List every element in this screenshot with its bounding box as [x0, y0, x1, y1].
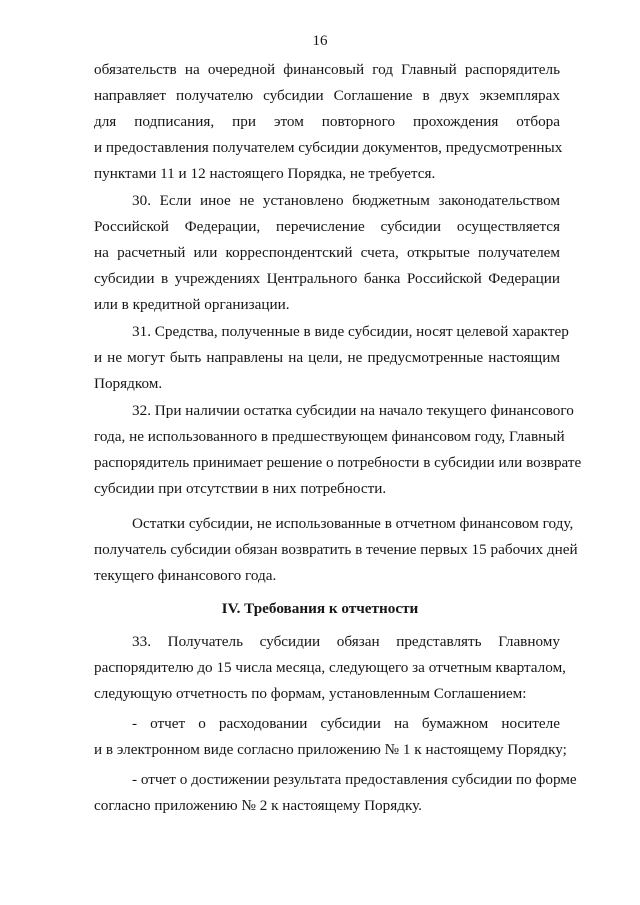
- text-line: - отчет о достижении результата предоставления субсидии по форме: [132, 771, 577, 788]
- text-line: и в электронном виде согласно приложению № 1 к настоящему Порядку;: [94, 741, 567, 758]
- section-heading: IV. Требования к отчетности: [221, 600, 419, 617]
- text-line: 33. Получатель субсидии обязан представлять Главному: [132, 633, 560, 650]
- text-line: субсидии в учреждениях Центрального банка Российской Федерации: [94, 270, 560, 287]
- text-line: Российской Федерации, перечисление субсидии осуществляется: [94, 218, 560, 235]
- text-line: распорядитель принимает решение о потребности в субсидии или возврате: [94, 454, 582, 471]
- text-line: 31. Средства, полученные в виде субсидии, носят целевой характер: [132, 323, 569, 340]
- text-line: обязательств на очередной финансовый год Главный распорядитель: [94, 61, 560, 78]
- text-line: субсидии при отсутствии в них потребности.: [94, 480, 387, 497]
- text-line: согласно приложению № 2 к настоящему Порядку.: [94, 797, 422, 814]
- text-line: пунктами 11 и 12 настоящего Порядка, не требуется.: [94, 165, 436, 182]
- text-line: следующую отчетность по формам, установленным Соглашением:: [94, 685, 527, 702]
- text-line: для подписания, при этом повторного прохождения отбора: [94, 113, 560, 130]
- text-line: Остатки субсидии, не использованные в отчетном финансовом году,: [132, 515, 574, 532]
- text-line: или в кредитной организации.: [94, 296, 290, 313]
- page-number: 16: [312, 33, 328, 49]
- text-line: года, не использованного в предшествующем финансовом году, Главный: [94, 428, 565, 445]
- text-line: и предоставления получателем субсидии документов, предусмотренных: [94, 139, 563, 156]
- text-line: направляет получателю субсидии Соглашение в двух экземплярах: [94, 87, 560, 104]
- text-line: распорядителю до 15 числа месяца, следующего за отчетным кварталом,: [94, 659, 566, 676]
- text-line: получатель субсидии обязан возвратить в течение первых 15 рабочих дней: [94, 541, 578, 558]
- text-line: и не могут быть направлены на цели, не предусмотренные настоящим: [94, 349, 560, 366]
- text-line: Порядком.: [94, 375, 163, 392]
- text-line: - отчет о расходовании субсидии на бумажном носителе: [132, 715, 560, 732]
- text-line: 32. При наличии остатка субсидии на начало текущего финансового: [132, 402, 574, 419]
- text-line: 30. Если иное не установлено бюджетным законодательством: [132, 192, 560, 209]
- text-line: текущего финансового года.: [94, 567, 277, 584]
- text-line: на расчетный или корреспондентский счета, открытые получателем: [94, 244, 560, 261]
